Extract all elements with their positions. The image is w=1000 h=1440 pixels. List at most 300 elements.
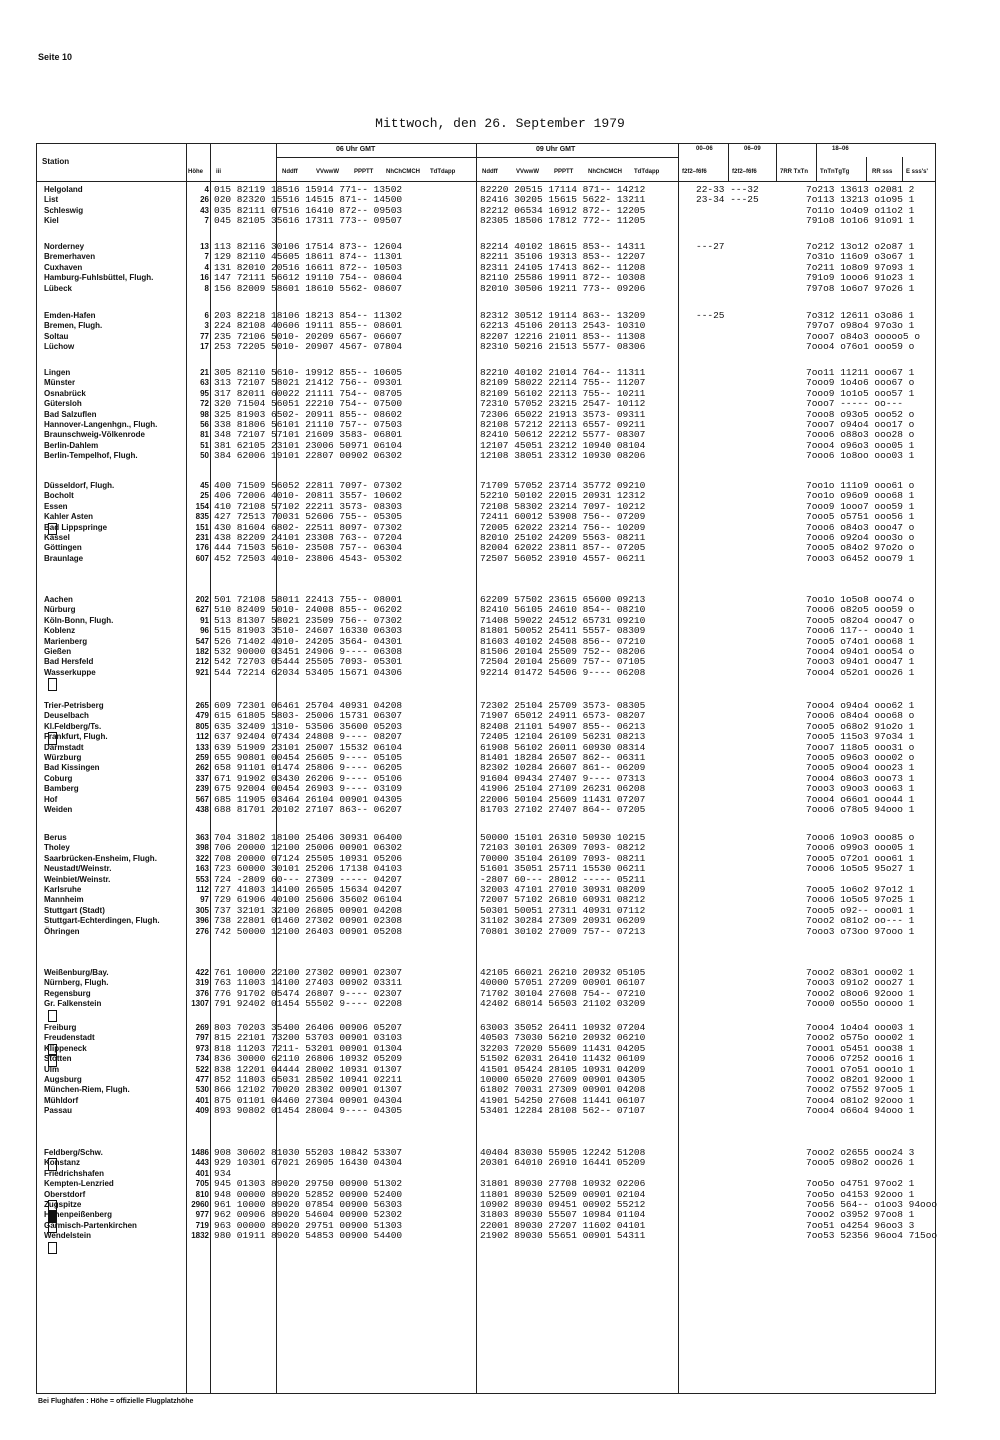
- station-name: [44, 637, 113, 647]
- obs-09-cells: 82310 50216 21513 5577- 08306: [480, 341, 646, 353]
- station-name-text: Aachen: [44, 595, 73, 604]
- extremes-cells: 7ooo3 o94o1 ooo47 1: [806, 656, 915, 668]
- obs-09-cells: 72108 58302 23214 7097- 10212: [480, 500, 646, 512]
- obs-06-cells: 706 20000 12100 25006 00901 06302: [214, 842, 403, 854]
- station-name: [44, 763, 108, 773]
- obs-09-cells: 72405 12104 26109 56231 08213: [480, 731, 646, 743]
- station-name: [44, 711, 108, 721]
- station-name-text: Cuxhaven: [44, 262, 83, 272]
- station-heights: [187, 1023, 209, 1117]
- station-name: [44, 1158, 137, 1168]
- extremes-cells: 7ooo3 o6452 ooo79 1: [806, 552, 915, 564]
- obs-06-cells: 035 82111 07516 16410 872-- 09503: [214, 204, 403, 216]
- station-name: [44, 1169, 137, 1179]
- obs-06-cells: 305 82110 5610- 19912 855-- 10605: [214, 367, 403, 378]
- obs-09-cells: 81401 18284 26507 862-- 06311: [480, 752, 646, 763]
- station-name: [44, 595, 113, 605]
- station-height: 305: [195, 905, 209, 915]
- station-height: 409: [195, 1106, 209, 1116]
- obs-09-cells: 82408 21101 54907 855-- 06213: [480, 720, 646, 732]
- station-height: 6: [204, 311, 209, 320]
- extremes-cells: 7ooo6 o78o5 94ooo 1: [806, 804, 915, 815]
- obs-09-cells: 12108 38051 23312 10930 08206: [480, 450, 646, 462]
- obs-09-cells: 82212 06534 16912 872-- 12205: [480, 204, 646, 216]
- extremes-cells: 7ooo1 o7o51 ooo1o 1: [806, 1063, 915, 1075]
- obs-09-cells: 32203 72020 55609 11431 04205: [480, 1042, 646, 1054]
- extremes-cells: 7ooo5 o68o2 91o2o 1: [806, 720, 915, 732]
- extremes-cells: 7ooo6 o99o3 ooo05 1: [806, 842, 915, 854]
- station-name-text: Münster: [44, 378, 76, 388]
- obs-06-cells: 866 12102 70020 28302 00901 01307: [214, 1084, 403, 1096]
- obs-09-cells: 22006 50104 25609 11431 07207: [480, 793, 646, 805]
- station-height: 276: [195, 926, 209, 936]
- station-name: [44, 864, 160, 874]
- station-name: [44, 722, 108, 732]
- station-height: 1832: [191, 1231, 209, 1241]
- obs-06-cells: 658 91101 01474 25806 9---- 06205: [214, 762, 403, 774]
- station-height: 91: [200, 615, 209, 625]
- obs-06-cells: 763 11003 14100 27403 00902 03311: [214, 977, 403, 989]
- obs-06-cells: 929 10301 67021 26905 16430 04304: [214, 1157, 403, 1169]
- obs-06-cells: 639 51909 23101 25007 15532 06104: [214, 741, 403, 753]
- obs-06-cells: 384 62006 19101 22807 00902 06302: [214, 450, 403, 462]
- station-name: [44, 1054, 130, 1064]
- extremes-cells: 7o213 13613 o2081 2: [806, 184, 915, 195]
- obs-09-cells: 41901 54250 27608 11441 06107: [480, 1094, 646, 1106]
- obs-09-cells: 22001 89030 27207 11602 04101: [480, 1219, 646, 1231]
- station-height: 95: [200, 388, 209, 398]
- station-name: [44, 1033, 130, 1043]
- station-heights: [187, 242, 209, 294]
- station-name: [44, 795, 108, 805]
- station-height: 13: [200, 242, 209, 251]
- obs-06-cells: 348 72107 57101 21609 3583- 06801: [214, 429, 403, 441]
- obs-09-cells: 41906 25104 27109 26231 06208: [480, 783, 646, 795]
- station-name-text: Berus: [44, 833, 67, 842]
- station-height: 112: [196, 884, 209, 894]
- station-height: 202: [195, 595, 209, 604]
- extremes-cells: 791o9 1ooo6 91o23 1: [806, 272, 915, 284]
- station-name-text: Hannover-Langenhgn., Flugh.: [44, 419, 158, 429]
- station-name-text: Ulm: [44, 1064, 60, 1074]
- station-height: 977: [195, 1210, 209, 1220]
- station-name: [44, 885, 160, 895]
- page-number: Seite 10: [38, 52, 73, 62]
- header-tdapp-06: TdTdapp: [430, 169, 456, 175]
- station-height: 376: [195, 988, 209, 998]
- obs-06-cells: 438 82209 24101 23308 763-- 07204: [214, 532, 403, 543]
- obs-09-cells: 72007 57102 26810 60931 08212: [480, 894, 646, 906]
- station-height: 719: [195, 1220, 209, 1230]
- station-height: 337: [195, 773, 209, 783]
- header-tdapp-09: TdTdapp: [634, 169, 660, 175]
- obs-09-cells: 72302 25104 25709 3573- 08305: [480, 700, 646, 711]
- obs-09-cells: 53401 12284 28108 562-- 07107: [480, 1105, 646, 1117]
- station-height: 26: [200, 195, 209, 205]
- extremes-cells: 7ooo5 o84o2 97o2o o: [806, 542, 915, 554]
- header-period-00-06: 00–06: [696, 146, 713, 152]
- station-name-text: Hohenpeißenberg: [44, 1210, 113, 1220]
- station-name: [44, 430, 157, 440]
- station-height: 396: [195, 916, 209, 926]
- extremes-cells: 7ooo5 o5751 ooo56 1: [806, 511, 915, 523]
- header-period-06-09: 06–09: [744, 146, 761, 152]
- extremes-cells: 7ooo3 o73oo 97ooo 1: [806, 925, 915, 937]
- obs-09-cells: 41501 05424 28105 10931 04209: [480, 1063, 646, 1075]
- station-name: [44, 805, 108, 815]
- obs-06-cells: 962 00906 89020 54604 00900 52302: [214, 1209, 403, 1221]
- obs-09-cells: 81603 40102 24508 856-- 07210: [480, 635, 646, 647]
- extremes-cells: 7ooo2 o8oo6 92ooo 1: [806, 987, 915, 999]
- station-height: 51: [200, 440, 209, 450]
- station-height: 1486: [191, 1148, 209, 1157]
- header-rr-sss: RR sss: [872, 169, 893, 175]
- extremes-cells: 7oo1o 111o9 ooo61 o: [806, 480, 915, 491]
- obs-09-cells: 82302 10284 26607 861-- 06209: [480, 762, 646, 774]
- station-height: 133: [195, 742, 209, 752]
- obs-09-cells: 82305 18506 17812 772-- 11205: [480, 215, 646, 227]
- extremes-cells: 7ooo4 o66o4 94ooo 1: [806, 1105, 915, 1117]
- precip-cells: ---25: [696, 310, 725, 321]
- station-name: [44, 378, 157, 388]
- obs-06-cells: 526 71402 4010- 24205 3564- 04301: [214, 635, 403, 647]
- obs-06-cells: 818 11203 7211- 53201 00901 01304: [214, 1042, 403, 1054]
- station-name: [44, 185, 83, 195]
- station-name-text: Marienberg: [44, 636, 88, 646]
- station-height: 154: [195, 501, 209, 511]
- obs-09-cells: 82109 58022 22114 755-- 11207: [480, 377, 646, 389]
- station-height: 97: [200, 895, 209, 905]
- obs-06-cells: 852 11803 65031 28502 10941 02211: [214, 1074, 403, 1085]
- station-name-text: Deuselbach: [44, 711, 89, 721]
- station-name-text: Stuttgart-Echterdingen, Flugh.: [44, 916, 160, 926]
- header-nddff-09: Nddff: [482, 169, 498, 175]
- obs-09-cells: 52210 50102 22015 20931 12312: [480, 490, 646, 502]
- station-name: [44, 1096, 130, 1106]
- mountain-station-marker-icon: [48, 678, 57, 690]
- header-hoehe: Höhe: [188, 169, 203, 175]
- station-height: 567: [195, 794, 209, 804]
- obs-06-cells: 945 01303 89020 29750 00900 51302: [214, 1178, 403, 1190]
- obs-06-cells: 406 72006 4010- 20811 3557- 10602: [214, 490, 403, 502]
- obs-06-cells: 515 81903 3510- 24607 16330 06303: [214, 625, 403, 637]
- obs-09-cells: 82210 40102 21014 764-- 11311: [480, 367, 646, 378]
- station-height: 522: [195, 1064, 209, 1074]
- obs-06-cells: 020 82320 15516 14515 871-- 14500: [214, 194, 403, 206]
- obs-09-cells: 10902 89030 09451 00902 55212: [480, 1199, 646, 1210]
- station-height: 7: [204, 216, 209, 226]
- obs-06-cells: 235 72106 5010- 20209 6567- 06607: [214, 330, 403, 342]
- station-height: 98: [200, 409, 209, 419]
- extremes-cells: 7ooo2 o2655 ooo24 3: [806, 1147, 915, 1158]
- header-ppptt-09: PPPTT: [554, 169, 574, 175]
- extremes-cells: 7ooo6 o84o3 ooo47 o: [806, 521, 915, 533]
- extremes-cells: 7ooo4 o96o3 ooo05 1: [806, 439, 915, 451]
- station-height: 262: [195, 763, 209, 773]
- obs-06-cells: 803 70203 35400 26406 00906 05207: [214, 1022, 403, 1033]
- station-height: 422: [195, 968, 209, 977]
- obs-06-cells: 776 91702 05474 26807 9---- 02307: [214, 987, 403, 999]
- header-rr-txtn: 7RR TxTn: [780, 169, 809, 175]
- station-name-text: Oberstdorf: [44, 1189, 86, 1199]
- station-name-text: Gießen: [44, 646, 72, 656]
- obs-06-cells: 836 30000 62110 26806 10932 05209: [214, 1053, 403, 1065]
- obs-06-cells: 224 82108 40606 19111 855-- 08601: [214, 320, 403, 332]
- extremes-cells: 7ooo2 o83o1 ooo02 1: [806, 967, 915, 978]
- station-name-text: Garmisch-Partenkirchen: [44, 1220, 137, 1230]
- extremes-cells: 7oo5o o4751 97oo2 1: [806, 1178, 915, 1190]
- station-name-text: Bremerhaven: [44, 252, 96, 262]
- obs-09-cells: 81506 20104 25509 752-- 08206: [480, 646, 646, 657]
- station-name: [44, 1065, 130, 1075]
- station-height: 259: [195, 752, 209, 762]
- obs-06-cells: 532 90000 03451 24906 9---- 06308: [214, 646, 403, 657]
- obs-09-cells: 42402 68014 56503 21102 03209: [480, 998, 646, 1010]
- station-names: [44, 481, 114, 564]
- station-name-text: Berlin-Tempelhof, Flugh.: [44, 451, 138, 461]
- extremes-cells: 7ooo6 o84o4 ooo68 o: [806, 710, 915, 722]
- station-name-text: Braunlage: [44, 553, 84, 563]
- obs-09-cells: 61908 56102 26011 60930 08314: [480, 741, 646, 753]
- station-height: 50: [200, 451, 209, 461]
- station-names: [44, 833, 160, 937]
- extremes-cells: 7ooo6 117-- ooo4o 1: [806, 625, 915, 637]
- obs-09-cells: 72310 57052 23215 2547- 10112: [480, 398, 646, 410]
- obs-09-cells: 62213 45106 20113 2543- 10310: [480, 320, 646, 332]
- station-height: 4: [204, 185, 209, 194]
- obs-06-cells: 113 82116 30106 17514 873-- 12604: [214, 241, 403, 252]
- header-nddff-06: Nddff: [282, 169, 298, 175]
- obs-06-cells: 948 00000 89020 52852 00900 52400: [214, 1188, 403, 1200]
- obs-09-cells: 72005 62022 23214 756-- 10209: [480, 521, 646, 533]
- precip-cells: 23-34 ---25: [696, 194, 759, 206]
- station-name: [44, 1210, 137, 1220]
- station-name-text: Koblenz: [44, 626, 76, 636]
- obs-09-cells: 82410 56105 24610 854-- 08210: [480, 604, 646, 616]
- station-name: [44, 906, 160, 916]
- station-name: [44, 512, 114, 522]
- extremes-cells: 7ooo5 o92-- ooo01 1: [806, 904, 915, 916]
- obs-06-cells: 671 91902 03430 26206 9---- 05106: [214, 772, 403, 784]
- station-name-text: Braunschweig-Völkenrode: [44, 430, 145, 440]
- station-name-text: Essen: [44, 501, 68, 511]
- station-height: 797: [195, 1033, 209, 1043]
- obs-06-cells: 317 82011 60022 21111 754-- 08705: [214, 387, 403, 399]
- station-height: 973: [195, 1043, 209, 1053]
- station-height: 921: [195, 667, 209, 677]
- extremes-cells: 7oo53 52356 96oo4 715oo: [806, 1230, 938, 1242]
- obs-09-cells: -2807 60--- 28012 ----- 05211: [480, 873, 646, 885]
- station-name: [44, 1148, 137, 1158]
- extremes-cells: 7ooo7 o84o3 ooooo5 o: [806, 330, 921, 342]
- station-name-text: München-Riem, Flugh.: [44, 1085, 130, 1095]
- station-heights: [187, 185, 209, 227]
- extremes-cells: 7ooo7 118o5 ooo31 o: [806, 741, 915, 753]
- obs-09-cells: 51502 62031 26410 11432 06109: [480, 1053, 646, 1065]
- obs-09-cells: 70801 30102 27009 757-- 07213: [480, 925, 646, 937]
- station-height: 182: [195, 646, 209, 656]
- station-name: [44, 978, 109, 988]
- obs-09-cells: 12107 45051 23212 10940 08104: [480, 439, 646, 451]
- station-name: [44, 441, 157, 451]
- station-height: 319: [195, 978, 209, 988]
- header-period-18-06: 18–06: [832, 146, 849, 152]
- header-clouds-06: NhChCMCH: [386, 169, 420, 175]
- extremes-cells: 7oo5o o4153 92ooo 1: [806, 1188, 915, 1200]
- station-name: [44, 481, 114, 491]
- obs-09-cells: 40404 83030 55905 12242 51208: [480, 1147, 646, 1158]
- extremes-cells: 7ooo5 115o3 97o34 1: [806, 731, 915, 743]
- obs-09-cells: 72507 56052 23910 4557- 06211: [480, 552, 646, 564]
- station-name-text: Kempten-Lenzried: [44, 1179, 114, 1189]
- station-name: [44, 1190, 137, 1200]
- obs-09-cells: 72306 65022 21913 3573- 09311: [480, 408, 646, 420]
- extremes-cells: 7ooo9 1ooo7 ooo59 1: [806, 500, 915, 512]
- station-height: 176: [195, 543, 209, 553]
- obs-09-cells: 21902 89030 55651 00901 54311: [480, 1230, 646, 1242]
- obs-06-cells: 131 82010 20516 16611 872-- 10503: [214, 261, 403, 273]
- obs-06-cells: 815 22101 73200 53703 00901 03103: [214, 1032, 403, 1044]
- station-height: 363: [195, 833, 209, 842]
- station-height: 401: [195, 1095, 209, 1105]
- station-name: [44, 368, 157, 378]
- station-height: 479: [195, 711, 209, 721]
- obs-06-cells: 410 72108 57102 22211 3573- 08303: [214, 500, 403, 512]
- obs-06-cells: 724 -2809 60--- 27309 ----- 04207: [214, 873, 403, 885]
- station-name: [44, 743, 108, 753]
- station-name: [44, 626, 113, 636]
- station-name-text: Mannheim: [44, 895, 84, 905]
- station-name: [44, 502, 114, 512]
- station-name: [44, 1200, 137, 1210]
- station-heights: [187, 595, 209, 678]
- extremes-cells: 7ooo9 1o4o6 ooo67 o: [806, 377, 915, 389]
- station-name: [44, 399, 157, 409]
- station-name: [44, 1075, 130, 1085]
- station-names: [44, 242, 153, 294]
- extremes-cells: 7ooo6 o7252 ooo16 1: [806, 1053, 915, 1065]
- obs-06-cells: 637 92404 07434 24808 9---- 08207: [214, 731, 403, 743]
- station-heights: [187, 701, 209, 815]
- station-name: [44, 647, 113, 657]
- extremes-cells: 7ooo2 o81o2 oo--- 1: [806, 915, 915, 927]
- obs-09-cells: 31803 89030 55507 10984 01104: [480, 1209, 646, 1221]
- obs-09-cells: 81801 50052 25411 5557- 08309: [480, 625, 646, 637]
- station-name-text: Freudenstadt: [44, 1033, 95, 1043]
- station-height: 530: [195, 1085, 209, 1095]
- obs-09-cells: 72103 30101 26309 7093- 08212: [480, 842, 646, 854]
- obs-06-cells: 615 61805 5803- 25006 15731 06307: [214, 710, 403, 722]
- station-name: [44, 491, 114, 501]
- station-name-text: Würzburg: [44, 752, 82, 762]
- obs-09-cells: 63003 35052 26411 10932 07204: [480, 1022, 646, 1033]
- extremes-cells: 7ooo6 1o5o5 97o25 1: [806, 894, 915, 906]
- extremes-cells: 7ooo6 1o8oo ooo03 1: [806, 450, 915, 462]
- obs-06-cells: 875 01101 04460 27304 00901 04304: [214, 1094, 403, 1106]
- obs-09-cells: 51601 35051 25711 15530 06211: [480, 863, 646, 875]
- header-e-sss: E sss's': [906, 169, 928, 175]
- extremes-cells: 7ooo4 o81o2 92ooo 1: [806, 1094, 915, 1106]
- obs-06-cells: 609 72301 06461 25704 40931 04208: [214, 700, 403, 711]
- station-height: 81: [200, 430, 209, 440]
- station-name: [44, 1221, 137, 1231]
- station-name-text: Klippeneck: [44, 1043, 87, 1053]
- station-names: [44, 968, 109, 1010]
- station-name-text: Stötten: [44, 1054, 72, 1064]
- station-name: [44, 774, 108, 784]
- obs-06-cells: 727 41803 14100 26505 15634 04207: [214, 884, 403, 895]
- station-height: 239: [195, 784, 209, 794]
- extremes-cells: 7ooo4 o94o1 ooo54 o: [806, 646, 915, 657]
- obs-06-cells: 444 71503 5610- 23508 757-- 06304: [214, 542, 403, 554]
- obs-09-cells: 82214 40102 18615 853-- 14311: [480, 241, 646, 252]
- station-name: [44, 284, 153, 294]
- station-name-text: Kiel: [44, 216, 59, 226]
- obs-06-cells: 688 81701 20102 27107 863-- 06207: [214, 804, 403, 815]
- obs-06-cells: 961 10000 89020 07854 00900 56303: [214, 1199, 403, 1210]
- station-name-text: Göttingen: [44, 543, 82, 553]
- station-height: 547: [195, 636, 209, 646]
- station-name: [44, 732, 108, 742]
- obs-06-cells: 704 31802 18100 25406 30931 06400: [214, 832, 403, 843]
- station-height: 553: [195, 874, 209, 884]
- station-name-text: Wasserkuppe: [44, 667, 96, 677]
- station-name: [44, 843, 160, 853]
- header-09-gmt: 09 Uhr GMT: [536, 146, 576, 153]
- extremes-cells: 7o312 12611 o3o86 1: [806, 310, 915, 321]
- obs-06-cells: 893 90802 01454 28004 9---- 04305: [214, 1105, 403, 1117]
- station-name-text: Bamberg: [44, 784, 79, 794]
- station-name: [44, 1179, 137, 1189]
- station-name-text: Freiburg: [44, 1023, 77, 1032]
- extremes-cells: 7ooo4 o66o1 ooo44 1: [806, 793, 915, 805]
- precip-cells: ---27: [696, 241, 725, 252]
- extremes-cells: 7ooo6 1o5o5 95o27 1: [806, 863, 915, 875]
- station-name-text: Nürburg: [44, 605, 76, 615]
- station-name-text: Friedrichshafen: [44, 1168, 105, 1178]
- station-name-text: Darmstadt: [44, 742, 84, 752]
- station-name: [44, 523, 114, 533]
- obs-06-cells: 427 72513 70031 52606 755-- 05305: [214, 511, 403, 523]
- station-names: [44, 701, 108, 815]
- extremes-cells: 7ooo9 1o1o5 ooo57 1: [806, 387, 915, 399]
- extremes-cells: 7ooo8 o93o5 ooo52 o: [806, 408, 915, 420]
- station-height: 212: [195, 657, 209, 667]
- extremes-cells: 7ooo3 o9oo3 ooo63 1: [806, 783, 915, 795]
- station-name-text: Mühldorf: [44, 1095, 79, 1105]
- station-name-text: Lübeck: [44, 283, 73, 293]
- obs-06-cells: 729 61906 40100 25606 35602 06104: [214, 894, 403, 906]
- station-name-text: Weiden: [44, 804, 73, 814]
- obs-09-cells: 11801 89030 52509 00901 02104: [480, 1188, 646, 1200]
- extremes-cells: 7ooo5 o96o3 ooo02 o: [806, 752, 915, 763]
- station-name-text: Schleswig: [44, 205, 84, 215]
- station-name-text: Bocholt: [44, 491, 74, 501]
- station-name: [44, 533, 114, 543]
- station-name-text: Weinbiet/Weinstr.: [44, 874, 111, 884]
- station-name-text: Kl.Feldberg/Ts.: [44, 721, 102, 731]
- obs-09-cells: 82010 30506 19211 773-- 09206: [480, 282, 646, 294]
- station-height: 443: [195, 1158, 209, 1168]
- extremes-cells: 797o7 o98o4 97o3o 1: [806, 320, 915, 332]
- station-name-text: Karlsruhe: [44, 884, 82, 894]
- obs-06-cells: 313 72107 58021 21412 756-- 09301: [214, 377, 403, 389]
- extremes-cells: 7ooo5 o9oo4 ooo23 1: [806, 762, 915, 774]
- station-height: 835: [195, 512, 209, 522]
- obs-06-cells: 738 22801 01460 27302 00901 02308: [214, 915, 403, 927]
- extremes-cells: 7ooo6 o88o3 ooo28 o: [806, 429, 915, 441]
- obs-09-cells: 31102 30284 27309 20931 06209: [480, 915, 646, 927]
